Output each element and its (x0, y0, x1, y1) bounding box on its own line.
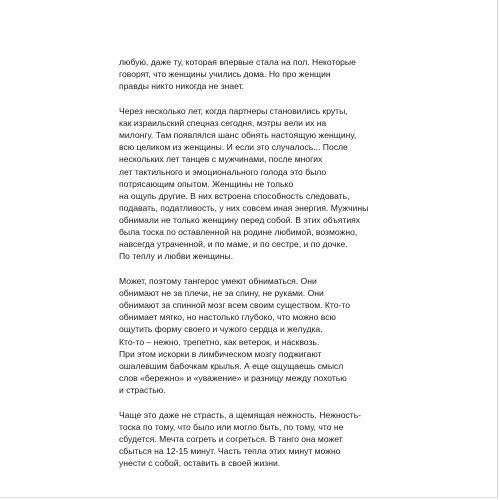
text-line: По теплу и любви женщины. (119, 251, 234, 262)
text-line: Чаще это даже не страсть, а щемящая нежность. Нежность- (119, 409, 362, 420)
text-line: милонгу. Там появлялся шанс обнять настоящую женщину, (119, 130, 357, 141)
text-line: Через несколько лет, когда партнеры становились круты, (119, 106, 348, 117)
text-line: говорят, что женщины учились дома. Но про женщин (119, 69, 331, 80)
text-line: сбудется. Мечта согреть и согреться. В танго она может (119, 434, 343, 445)
text-line: обнимали не только женщину перед собой. В этих объятиях (119, 214, 361, 225)
text-line: нескольких лет танцев с мужчинами, после многих (119, 154, 323, 165)
text-line: обнимают не за плечи, не за спину, не руками. Они (119, 288, 324, 299)
text-line: унести с собой, оставить в своей жизни. (119, 458, 281, 469)
paragraph (119, 105, 401, 262)
text-line: и страстью. (119, 384, 166, 395)
text-line: сбыться на 12-15 минут. Часть тепла этих минут можно (119, 446, 341, 457)
text-line: потрясающим опытом. Женщины не только (119, 178, 294, 189)
paragraph (119, 275, 401, 396)
text-line: обнимает мягко, но настолько глубоко, что можно всю (119, 312, 336, 323)
text-column (119, 56, 401, 482)
text-line: подавать, податливость, у них совсем иная энергия. Мужчины (119, 202, 369, 213)
text-line: обнимают за спинной мозг всем своим существом. Кто-то (119, 300, 350, 311)
text-line: Кто-то – нежно, трепетно, как ветерок, и насквозь. (119, 336, 320, 347)
text-line: на ощупь другие. В них встроена способность следовать, (119, 190, 350, 201)
text-line: любую, даже ту, которая впервые стала на пол. Некоторые (119, 57, 356, 67)
text-line: тоска по тому, что было или могло быть, по тому, что не (119, 421, 344, 432)
text-line: была тоска по оставленной на родине любимой, возможно, (119, 227, 358, 238)
text-line: ощутить форму своего и чужого сердца и желудка. (119, 324, 323, 335)
text-line: всю целиком из женщины. И если это случалось... После (119, 142, 348, 153)
text-line: лет тактильного и эмоционального голода это было (119, 166, 327, 177)
paragraph (119, 56, 401, 92)
text-line: слов «бережно» и «уважение» и разницу между похотью (119, 372, 347, 383)
text-line: как израильский спецназ сегодня, мэтры вели их на (119, 118, 327, 129)
text-line: При этом искорки в лимбическом мозгу поджигают (119, 348, 322, 359)
text-line: навсегда утраченной, и по маме, и по сестре, и по дочке. (119, 239, 348, 250)
text-line: Может, поэтому тангерос умеют обниматься. Они (119, 276, 317, 287)
paragraph (119, 409, 401, 469)
text-line: ошалевшим бабочкам крылья. А еще ощущаешь смысл (119, 360, 344, 371)
text-line: правды никто никогда не знает. (119, 81, 245, 92)
